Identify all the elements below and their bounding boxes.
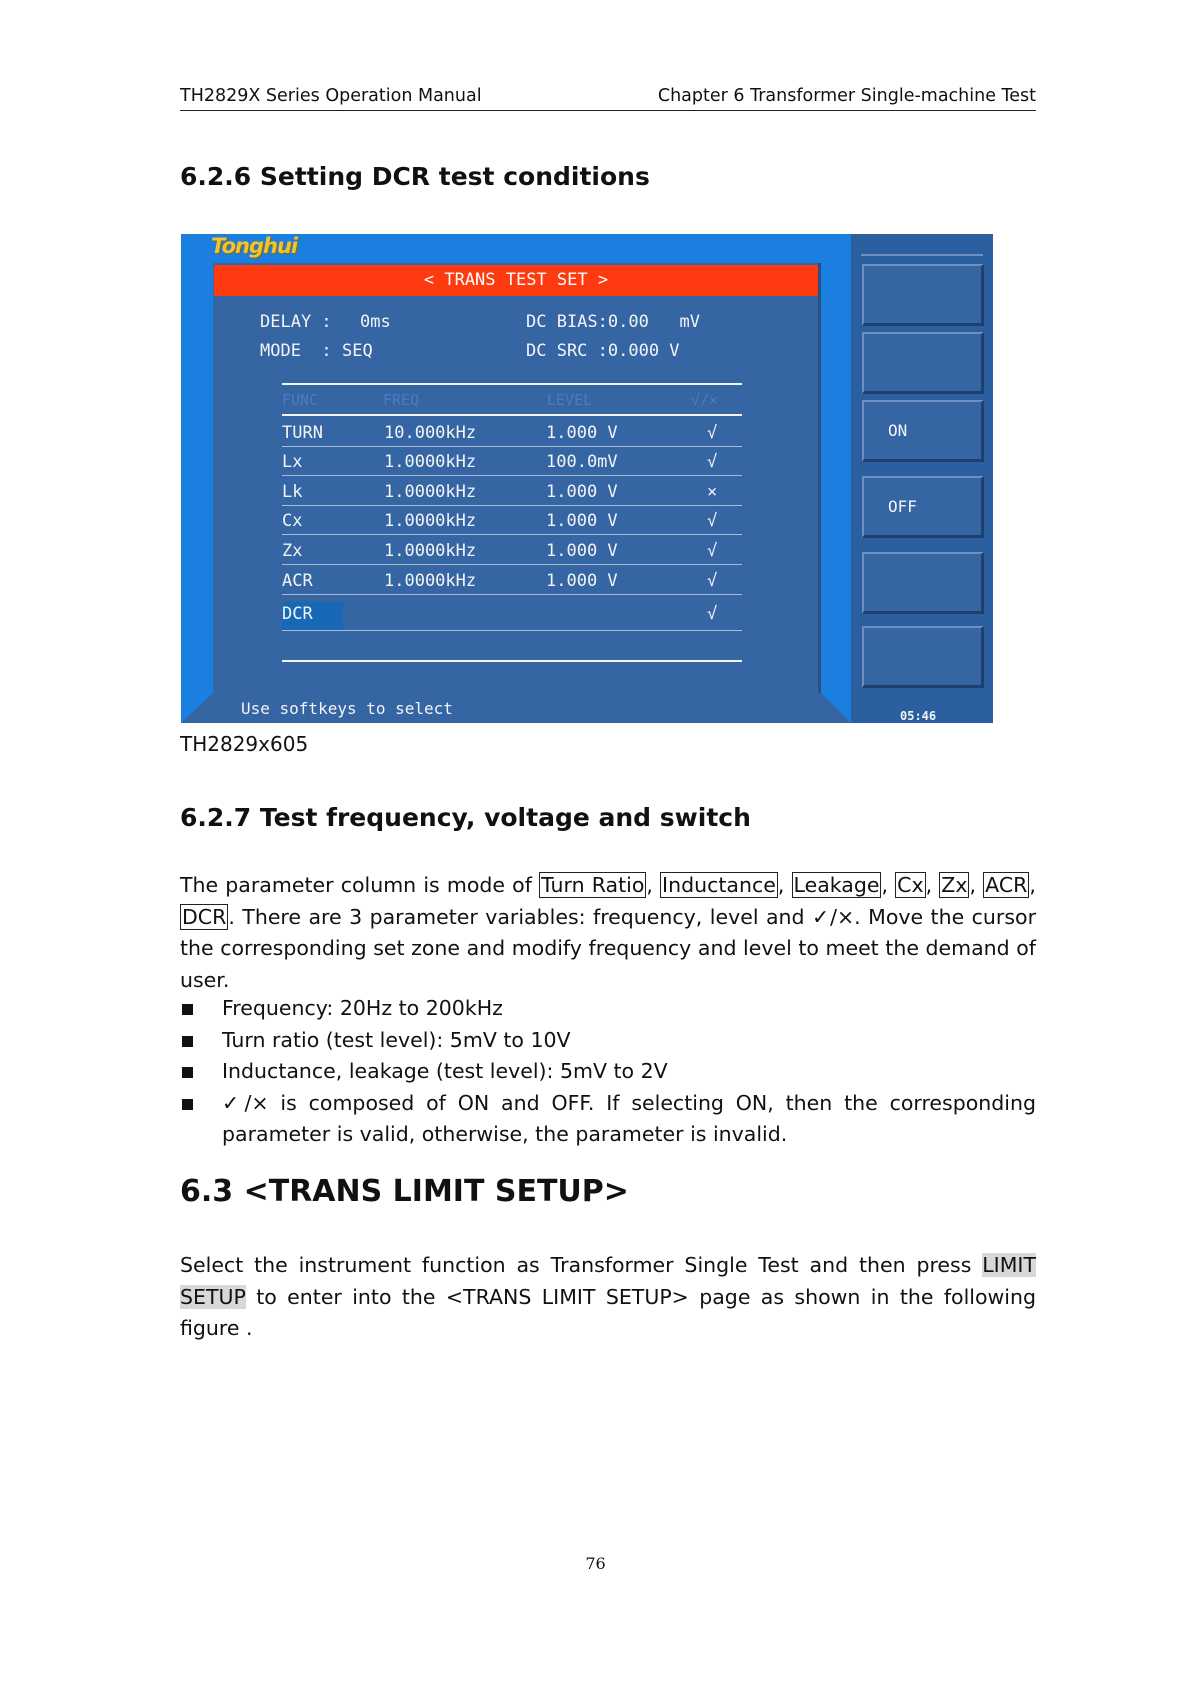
para-text: to enter into the <TRANS LIMIT SETUP> page as shown in the following figure . — [180, 1284, 1036, 1340]
table-header-rule — [282, 414, 742, 416]
para-text: Select the instrument function as Transformer Single Test and then press — [180, 1253, 983, 1277]
para-text: The parameter column is mode of — [180, 873, 540, 897]
row-state[interactable]: √ — [707, 604, 718, 624]
softkey-off-label: OFF — [888, 497, 917, 516]
row-level[interactable]: 1.000 V — [546, 482, 618, 502]
section-6-2-6-heading: 6.2.6 Setting DCR test conditions — [180, 162, 650, 191]
bullet-square-icon — [182, 1067, 193, 1078]
row-func: Cx — [282, 511, 303, 531]
column-header-func: FUNC — [282, 391, 319, 409]
bullet-square-icon — [182, 1099, 193, 1110]
row-divider — [282, 534, 742, 535]
row-divider — [282, 630, 742, 631]
row-state[interactable]: √ — [707, 423, 718, 443]
row-level[interactable]: 100.0mV — [546, 452, 618, 472]
list-item — [180, 1025, 1036, 1057]
row-state[interactable]: √ — [707, 452, 718, 472]
row-freq[interactable]: 1.0000kHz — [384, 452, 477, 472]
section-6-2-7-heading: 6.2.7 Test frequency, voltage and switch — [180, 803, 751, 832]
softkey-off[interactable] — [862, 476, 984, 538]
instrument-screenshot — [181, 234, 993, 723]
softkey-2[interactable] — [862, 332, 984, 394]
row-func: ACR — [282, 571, 313, 591]
row-level[interactable]: 1.000 V — [546, 571, 618, 591]
separator: , — [925, 873, 940, 897]
row-freq[interactable]: 1.0000kHz — [384, 541, 477, 561]
row-func: Zx — [282, 541, 303, 561]
section-6-3-paragraph — [180, 1250, 1036, 1345]
tonghui-logo: Tonghui — [211, 234, 298, 258]
delay-label: DELAY : — [260, 312, 332, 332]
key-limit-setup: LIMIT SETUP — [180, 1253, 1036, 1309]
row-func[interactable]: DCR — [282, 604, 313, 624]
table-top-rule — [282, 383, 742, 385]
column-header-level: LEVEL — [547, 391, 593, 409]
row-state[interactable]: × — [707, 482, 718, 502]
separator: , — [1029, 873, 1036, 897]
key-zx: Zx — [941, 873, 968, 897]
row-func: Lk — [282, 482, 303, 502]
section-6-3-heading: 6.3 <TRANS LIMIT SETUP> — [180, 1174, 629, 1209]
screen-title-bar: < TRANS TEST SET > — [214, 265, 818, 296]
header-chapter-title: Chapter 6 Transformer Single-machine Test — [657, 86, 1036, 106]
softkey-top-rule — [861, 254, 983, 256]
key-cx: Cx — [897, 873, 924, 897]
header-manual-title: TH2829X Series Operation Manual — [180, 86, 482, 106]
row-divider — [282, 446, 742, 447]
clock-readout: 05:46 — [900, 709, 937, 723]
bullet-square-icon — [182, 1036, 193, 1047]
column-header-freq: FREQ — [383, 391, 420, 409]
separator: , — [969, 873, 984, 897]
dc-src-readout[interactable]: DC SRC :0.000 V — [526, 341, 680, 361]
list-item-text: Frequency: 20Hz to 200kHz — [222, 996, 503, 1020]
key-acr: ACR — [985, 873, 1028, 897]
parameter-range-list — [180, 993, 1036, 1151]
softkey-6[interactable] — [862, 626, 984, 688]
section-6-2-7-paragraph — [180, 870, 1036, 996]
row-divider — [282, 475, 742, 476]
softkey-5[interactable] — [862, 552, 984, 614]
row-freq[interactable]: 1.0000kHz — [384, 511, 477, 531]
table-bottom-rule — [282, 660, 742, 662]
list-item — [180, 993, 1036, 1025]
status-message: Use softkeys to select — [241, 699, 453, 718]
softkey-on[interactable] — [862, 400, 984, 462]
row-freq[interactable]: 1.0000kHz — [384, 571, 477, 591]
figure-caption: TH2829x605 — [180, 732, 309, 756]
row-func: TURN — [282, 423, 323, 443]
row-freq[interactable]: 1.0000kHz — [384, 482, 477, 502]
status-bar-corner-left — [181, 693, 213, 723]
mode-label: MODE : — [260, 341, 332, 361]
para-text: . There are 3 parameter variables: frequency, level and ✓/×. Move the cursor the corresponding set zone and modify frequency and level to meet the demand of user. — [180, 904, 1036, 992]
row-level[interactable]: 1.000 V — [546, 511, 618, 531]
key-inductance: Inductance — [662, 873, 776, 897]
list-item-text: Inductance, leakage (test level): 5mV to 2V — [222, 1059, 668, 1083]
separator: , — [646, 873, 661, 897]
softkey-1[interactable] — [862, 264, 984, 326]
softkey-column — [851, 234, 993, 723]
delay-value[interactable]: 0ms — [360, 312, 391, 332]
separator: , — [881, 873, 896, 897]
dc-bias-readout[interactable]: DC BIAS:0.00 mV — [526, 312, 700, 332]
running-header — [180, 84, 1036, 111]
list-item-text: ✓/× is composed of ON and OFF. If selecting ON, then the corresponding parameter is valid, otherwise, the parameter is invalid. — [222, 1090, 1036, 1146]
column-header-state: √/× — [691, 391, 719, 409]
mode-value[interactable]: SEQ — [342, 341, 373, 361]
row-func: Lx — [282, 452, 303, 472]
row-state[interactable]: √ — [707, 571, 718, 591]
row-divider — [282, 564, 742, 565]
row-freq[interactable]: 10.000kHz — [384, 423, 477, 443]
key-leakage: Leakage — [793, 873, 880, 897]
softkey-on-label: ON — [888, 421, 908, 440]
page-number: 76 — [585, 1554, 606, 1573]
key-turn-ratio: Turn Ratio — [541, 873, 645, 897]
separator: , — [777, 873, 792, 897]
status-bar — [181, 693, 851, 723]
list-item-text: Turn ratio (test level): 5mV to 10V — [222, 1027, 571, 1052]
row-divider — [282, 505, 742, 506]
bullet-square-icon — [182, 1004, 193, 1015]
row-level[interactable]: 1.000 V — [546, 541, 618, 561]
list-item — [180, 1056, 1036, 1088]
key-dcr: DCR — [182, 904, 227, 929]
status-bar-corner-right — [821, 693, 851, 723]
list-item — [180, 1088, 1036, 1151]
row-state[interactable]: √ — [707, 511, 718, 531]
row-divider — [282, 594, 742, 595]
row-state[interactable]: √ — [707, 541, 718, 561]
row-level[interactable]: 1.000 V — [546, 423, 618, 443]
